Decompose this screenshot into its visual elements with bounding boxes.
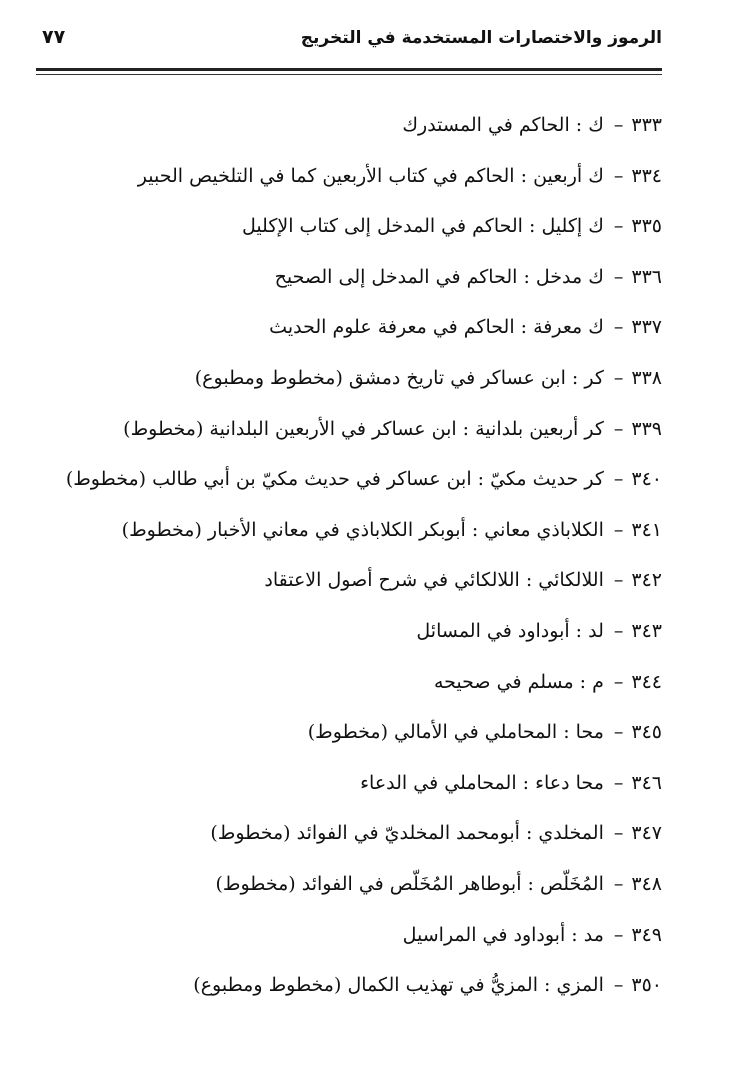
entry-number: ٣٣٦ [631,265,662,288]
list-item [62,252,662,303]
entry-text: المزي : المزيُّ في تهذيب الكمال (مخطوط ومطبوع) [193,974,604,997]
entry-text: لد : أبوداود في المسائل [416,619,604,642]
entry-number: ٣٤٩ [631,923,662,946]
running-title: الرموز والاختصارات المستخدمة في التخريج [300,28,662,48]
entry-text: م : مسلم في صحيحه [433,670,604,693]
list-item [62,859,662,910]
entry-text: ك : الحاكم في المستدرك [402,114,604,136]
entry-text: مد : أبوداود في المراسيل [402,923,604,946]
entry-dash: – [613,518,624,541]
entry-text: كر أربعين بلدانية : ابن عساكر في الأربعين البلدانية (مخطوط) [123,417,604,440]
entry-number: ٣٣٥ [631,215,662,238]
list-item [62,808,662,859]
entry-text: محا : المحاملي في الأمالي (مخطوط) [307,721,604,744]
entry-dash: – [613,872,624,895]
page-number: ٧٧ [42,26,66,48]
list-item [62,201,662,252]
list-item [62,151,662,202]
list-item [62,404,662,455]
entry-number: ٣٤٨ [631,872,662,895]
entry-number: ٣٣٧ [631,316,662,339]
entry-text: ك إكليل : الحاكم في المدخل إلى كتاب الإكليل [241,215,604,238]
entry-text: المخلدي : أبومحمد المخلديّ في الفوائد (مخطوط) [210,822,604,845]
entry-number: ٣٣٤ [631,164,662,187]
list-item [62,910,662,961]
entry-text: الكلاباذي معاني : أبوبكر الكلاباذي في معاني الأخبار (مخطوط) [121,518,604,541]
list-item [62,758,662,809]
abbreviation-list [62,100,662,1011]
entry-number: ٣٤١ [631,518,662,541]
entry-text: ك معرفة : الحاكم في معرفة علوم الحديث [269,316,604,339]
list-item [62,960,662,1011]
entry-text: ك مدخل : الحاكم في المدخل إلى الصحيح [274,265,604,288]
entry-dash: – [613,366,624,389]
entry-number: ٣٤٥ [631,721,662,744]
entry-dash: – [613,923,624,946]
entry-text: اللالكائي : اللالكائي في شرح أصول الاعتقاد [264,569,604,592]
list-item [62,302,662,353]
entry-dash: – [613,215,624,238]
entry-text: المُخَلّص : أبوطاهر المُخَلّص في الفوائد (مخطوط) [215,872,604,895]
entry-number: ٣٤٤ [631,670,662,693]
entry-dash: – [613,619,624,642]
entry-number: ٣٥٠ [631,974,662,997]
entry-dash: – [613,316,624,339]
entry-number: ٣٤٣ [631,619,662,642]
entry-dash: – [613,265,624,288]
entry-number: ٣٤٠ [631,468,662,491]
entry-text: ك أربعين : الحاكم في كتاب الأربعين كما في التلخيص الحبير [137,164,604,187]
entry-number: ٣٣٨ [631,366,662,389]
entry-number: ٣٤٢ [631,569,662,592]
list-item [62,353,662,404]
page-header [30,26,662,56]
entry-dash: – [613,721,624,744]
entry-dash: – [613,771,624,794]
list-item [62,454,662,505]
header-rule-thin [36,74,662,75]
entry-dash: – [613,164,624,187]
header-rule-thick [36,68,662,71]
entry-number: ٣٣٩ [631,417,662,440]
entry-text: محا دعاء : المحاملي في الدعاء [360,771,604,794]
list-item [62,505,662,556]
entry-dash: – [613,822,624,845]
entry-number: ٣٤٧ [631,822,662,845]
entry-dash: – [613,114,624,136]
entry-number: ٣٤٦ [631,771,662,794]
list-item [62,657,662,708]
entry-dash: – [613,417,624,440]
list-item [62,100,662,151]
entry-dash: – [613,670,624,693]
entry-dash: – [613,468,624,491]
list-item [62,606,662,657]
entry-dash: – [613,974,624,997]
list-item [62,707,662,758]
entry-text: كر حديث مكيّ : ابن عساكر في حديث مكيّ بن أبي طالب (مخطوط) [65,468,604,491]
entry-text: كر : ابن عساكر في تاريخ دمشق (مخطوط ومطبوع) [194,366,604,389]
list-item [62,555,662,606]
entry-dash: – [613,569,624,592]
entry-number: ٣٣٣ [631,114,662,136]
